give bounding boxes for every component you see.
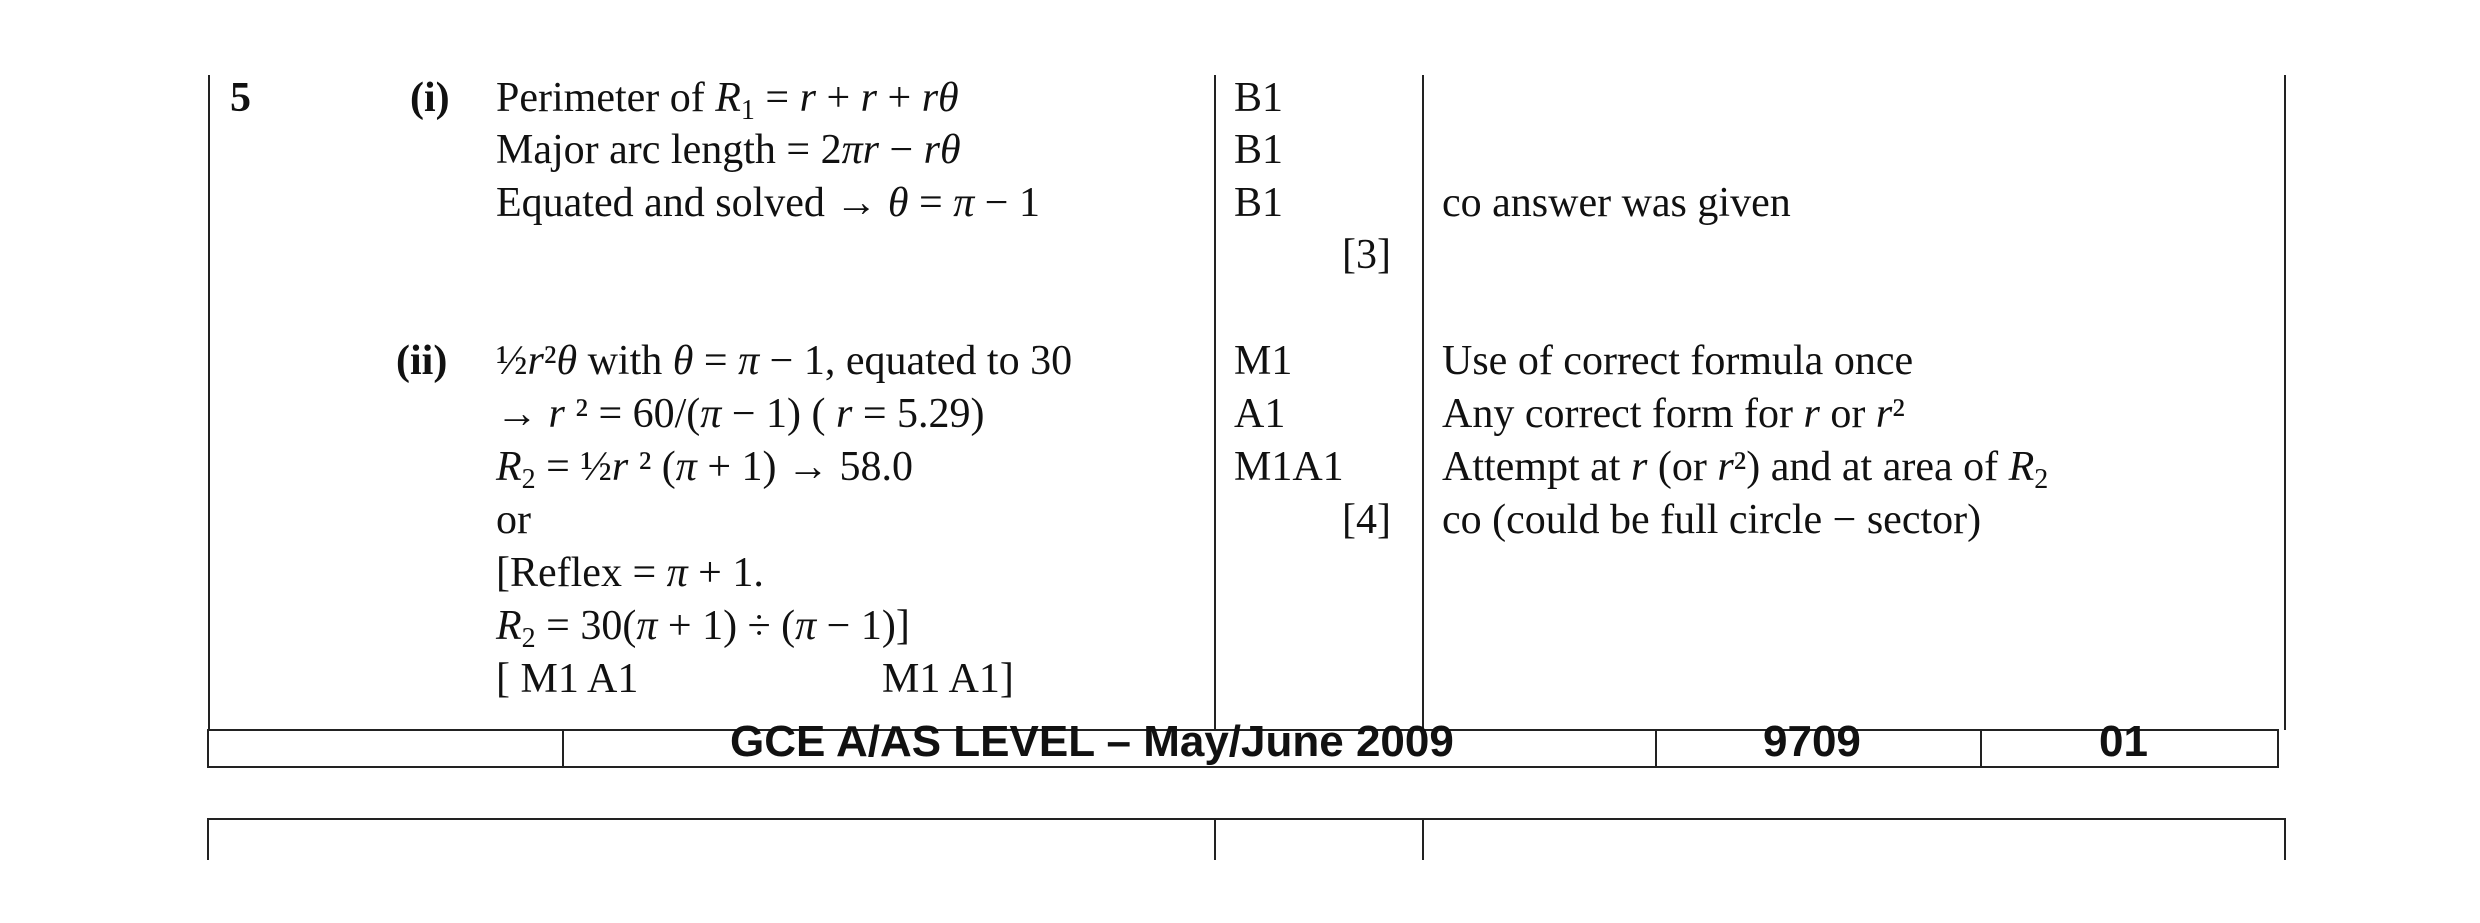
- part-i-total: [3]: [1342, 232, 1391, 278]
- part-i-note-3: co answer was given: [1442, 180, 1791, 226]
- next-table-top-border: [207, 818, 2286, 820]
- footer-left-border: [207, 729, 209, 768]
- part-ii-note-1: Use of correct formula once: [1442, 338, 1914, 384]
- part-i-mark-1: B1: [1234, 75, 1284, 121]
- footer-divider-1: [562, 729, 564, 768]
- next-table-divider-notes: [1422, 818, 1424, 860]
- part-i-mark-2: B1: [1234, 127, 1284, 173]
- part-ii-label: (ii): [396, 338, 448, 384]
- part-i-mark-3: B1: [1234, 180, 1284, 226]
- part-ii-line-5: [Reflex = π + 1.: [496, 550, 764, 596]
- table-left-border: [208, 75, 210, 730]
- footer-divider-3: [1980, 729, 1982, 768]
- part-ii-note-4: co (could be full circle − sector): [1442, 497, 1982, 543]
- part-ii-line-2: → r ² = 60/(π − 1) ( r = 5.29): [496, 391, 985, 437]
- part-ii-note-3: Attempt at r (or r²) and at area of $R_2$: [1442, 444, 2049, 495]
- part-i-line-1: Perimeter of $R_1 = r + r + r\theta$: [496, 75, 959, 126]
- table-right-border: [2284, 75, 2286, 730]
- part-ii-mark-3: M1A1: [1234, 444, 1344, 490]
- next-table-divider-marks: [1214, 818, 1216, 860]
- question-number: 5: [230, 75, 251, 121]
- footer-paper: 01: [2099, 717, 2148, 766]
- part-ii-line-7a: [ M1 A1: [496, 656, 639, 702]
- part-ii-line-7b: M1 A1]: [882, 656, 1014, 702]
- part-ii-mark-2: A1: [1234, 391, 1286, 437]
- column-divider-notes: [1422, 75, 1424, 730]
- part-ii-mark-1: M1: [1234, 338, 1293, 384]
- part-ii-line-6: $R_2 = 30(\pi + 1) \div (\pi - 1)$]: [496, 603, 910, 654]
- part-i-label: (i): [410, 75, 450, 121]
- next-table-right-border: [2284, 818, 2286, 860]
- column-divider-marks: [1214, 75, 1216, 730]
- footer-divider-2: [1655, 729, 1657, 768]
- part-ii-note-2: Any correct form for r or r²: [1442, 391, 1905, 437]
- part-ii-total: [4]: [1342, 497, 1391, 543]
- footer-right-border: [2277, 729, 2279, 768]
- part-ii-line-4: or: [496, 497, 531, 543]
- footer-syllabus: 9709: [1763, 717, 1861, 766]
- part-i-line-3: Equated and solved → θ = π − 1: [496, 180, 1040, 226]
- part-ii-line-3: $R_2$ = ½r ² (π + 1) → 58.0: [496, 444, 914, 495]
- next-table-left-border: [207, 818, 209, 860]
- footer-title: GCE A/AS LEVEL – May/June 2009: [730, 717, 1454, 766]
- part-ii-line-1: ½r²θ with θ = π − 1, equated to 30: [496, 338, 1073, 384]
- part-i-line-2: Major arc length = 2πr − rθ: [496, 127, 961, 173]
